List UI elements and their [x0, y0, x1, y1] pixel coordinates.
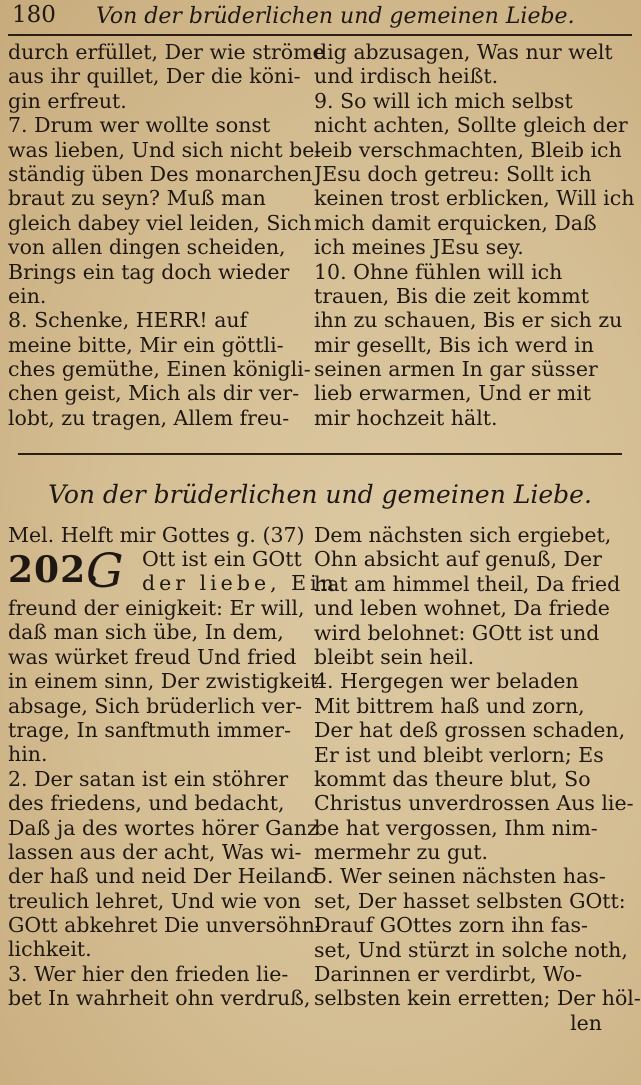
text-line: 3. Wer hier den frieden lie-: [8, 961, 289, 986]
text-line: lassen aus der acht, Was wi-: [8, 839, 302, 864]
text-line: daß man sich übe, In dem,: [8, 620, 284, 645]
bottom-right-column: [314, 523, 641, 1035]
text-line: nicht achten, Sollte gleich der: [314, 113, 628, 138]
page-number: 180: [12, 2, 56, 28]
section-title: Von der brüderlichen und gemeinen Liebe.: [48, 480, 592, 509]
page-header: [8, 0, 632, 36]
text-line: gleich dabey viel leiden, Sich: [8, 210, 312, 235]
text-line: des friedens, und bedacht,: [8, 791, 285, 816]
running-title: Von der brüderlichen und gemeinen Liebe.: [96, 4, 575, 29]
text-line: was lieben, Und sich nicht be-: [8, 137, 322, 162]
text-line: treulich lehret, Und wie von: [8, 888, 301, 913]
text-line: 9. So will ich mich selbst: [314, 88, 573, 113]
text-line: leib verschmachten, Bleib ich: [314, 137, 622, 162]
top-left-column: [8, 40, 325, 430]
text-line: hat am himmel theil, Da fried: [314, 571, 621, 596]
text-line: wird belohnet: GOtt ist und: [314, 620, 600, 645]
bottom-left-column: [8, 596, 322, 1011]
text-line: JEsu doch getreu: Sollt ich: [314, 161, 592, 186]
text-line: gin erfreut.: [8, 88, 127, 113]
text-line: Er ist und bleibt verlorn; Es: [314, 742, 604, 767]
hymn-number: 202.: [8, 549, 100, 591]
text-line: hin.: [8, 742, 48, 767]
text-line: chen geist, Mich als dir ver-: [8, 381, 300, 406]
text-line: ein.: [8, 283, 47, 308]
text-line: keinen trost erblicken, Will ich: [314, 186, 635, 211]
text-line: lieb erwarmen, Und er mit: [314, 381, 591, 406]
text-line: mir hochzeit hält.: [314, 405, 498, 430]
text-line: lichkeit.: [8, 937, 92, 962]
text-line: selbsten kein erretten; Der höl-: [314, 986, 641, 1011]
text-line: trage, In sanftmuth immer-: [8, 717, 292, 742]
hymn-melody-line: [8, 523, 308, 547]
text-line: meine bitte, Mir ein göttli-: [8, 332, 284, 357]
text-line: kommt das theure blut, So: [314, 766, 591, 791]
text-line: bet In wahrheit ohn verdruß,: [8, 986, 311, 1011]
text-line: trauen, Bis die zeit kommt: [314, 283, 589, 308]
hymn-first-line: Ott ist ein GOtt: [142, 547, 302, 571]
text-line: bleibt sein heil.: [314, 644, 475, 669]
text-line: be hat vergossen, Ihm nim-: [314, 815, 598, 840]
text-line: Drauf GOttes zorn ihn fas-: [314, 913, 588, 938]
text-line: Darinnen er verdirbt, Wo-: [314, 962, 583, 987]
text-line: in einem sinn, Der zwistigkeit: [8, 669, 319, 694]
text-line: GOtt abkehret Die unversöhn-: [8, 913, 322, 938]
hymn-second-line: der liebe, Ein: [142, 571, 338, 596]
text-line: Daß ja des wortes hörer Ganz: [8, 815, 318, 840]
text-line: Christus unverdrossen Aus lie-: [314, 791, 634, 816]
text-line: Mit bittrem haß und zorn,: [314, 693, 585, 718]
text-line: ches gemüthe, Einen königli-: [8, 357, 311, 382]
text-line: set, Und stürzt in solche noth,: [314, 937, 628, 962]
text-line: von allen dingen scheiden,: [8, 235, 286, 260]
text-line: ich meines JEsu sey.: [314, 235, 524, 260]
text-line: freund der einigkeit: Er will,: [8, 596, 305, 620]
text-line: set, Der hasset selbsten GOtt:: [314, 888, 626, 913]
text-line: der haß und neid Der Heiland: [8, 864, 320, 889]
text-line: braut zu seyn? Muß man: [8, 186, 266, 211]
top-right-column: [314, 40, 635, 430]
text-line: ihn zu schauen, Bis er sich zu: [314, 308, 623, 333]
text-line: 5. Wer seinen nächsten has-: [314, 864, 606, 889]
text-line: Ohn absicht auf genuß, Der: [314, 547, 602, 572]
text-line: und leben wohnet, Da friede: [314, 596, 610, 621]
hymn-opening-lines: [8, 544, 338, 599]
text-line: absage, Sich brüderlich ver-: [8, 693, 303, 718]
text-line: mir gesellt, Bis ich werd in: [314, 332, 594, 357]
text-line: und irdisch heißt.: [314, 64, 499, 89]
text-line: 10. Ohne fühlen will ich: [314, 259, 563, 284]
hymn-dropcap: G: [86, 544, 124, 599]
text-line: mich damit erquicken, Daß: [314, 210, 597, 235]
text-line: 2. Der satan ist ein stöhrer: [8, 766, 289, 791]
text-line: seinen armen In gar süsser: [314, 357, 598, 382]
section-divider: [18, 453, 622, 455]
text-line: dig abzusagen, Was nur welt: [314, 40, 613, 64]
text-line: Brings ein tag doch wieder: [8, 259, 290, 284]
text-line: lobt, zu tragen, Allem freu-: [8, 405, 290, 430]
text-line: mermehr zu gut.: [314, 840, 489, 865]
text-line: ständig üben Des monarchen: [8, 161, 313, 186]
text-line: aus ihr quillet, Der die köni-: [8, 64, 301, 89]
text-line: Dem nächsten sich ergiebet,: [314, 523, 612, 547]
hymn-melody: Mel. Helft mir Gottes g. (37): [8, 523, 305, 547]
text-line: 7. Drum wer wollte sonst: [8, 113, 271, 138]
text-line: 4. Hergegen wer beladen: [314, 669, 579, 694]
text-line: 8. Schenke, HERR! auf: [8, 308, 248, 333]
text-line: durch erfüllet, Der wie ströme: [8, 40, 325, 64]
text-line: was würket freud Und fried: [8, 644, 297, 669]
text-line: Der hat deß grossen schaden,: [314, 718, 626, 743]
catchword: len: [570, 1010, 602, 1035]
